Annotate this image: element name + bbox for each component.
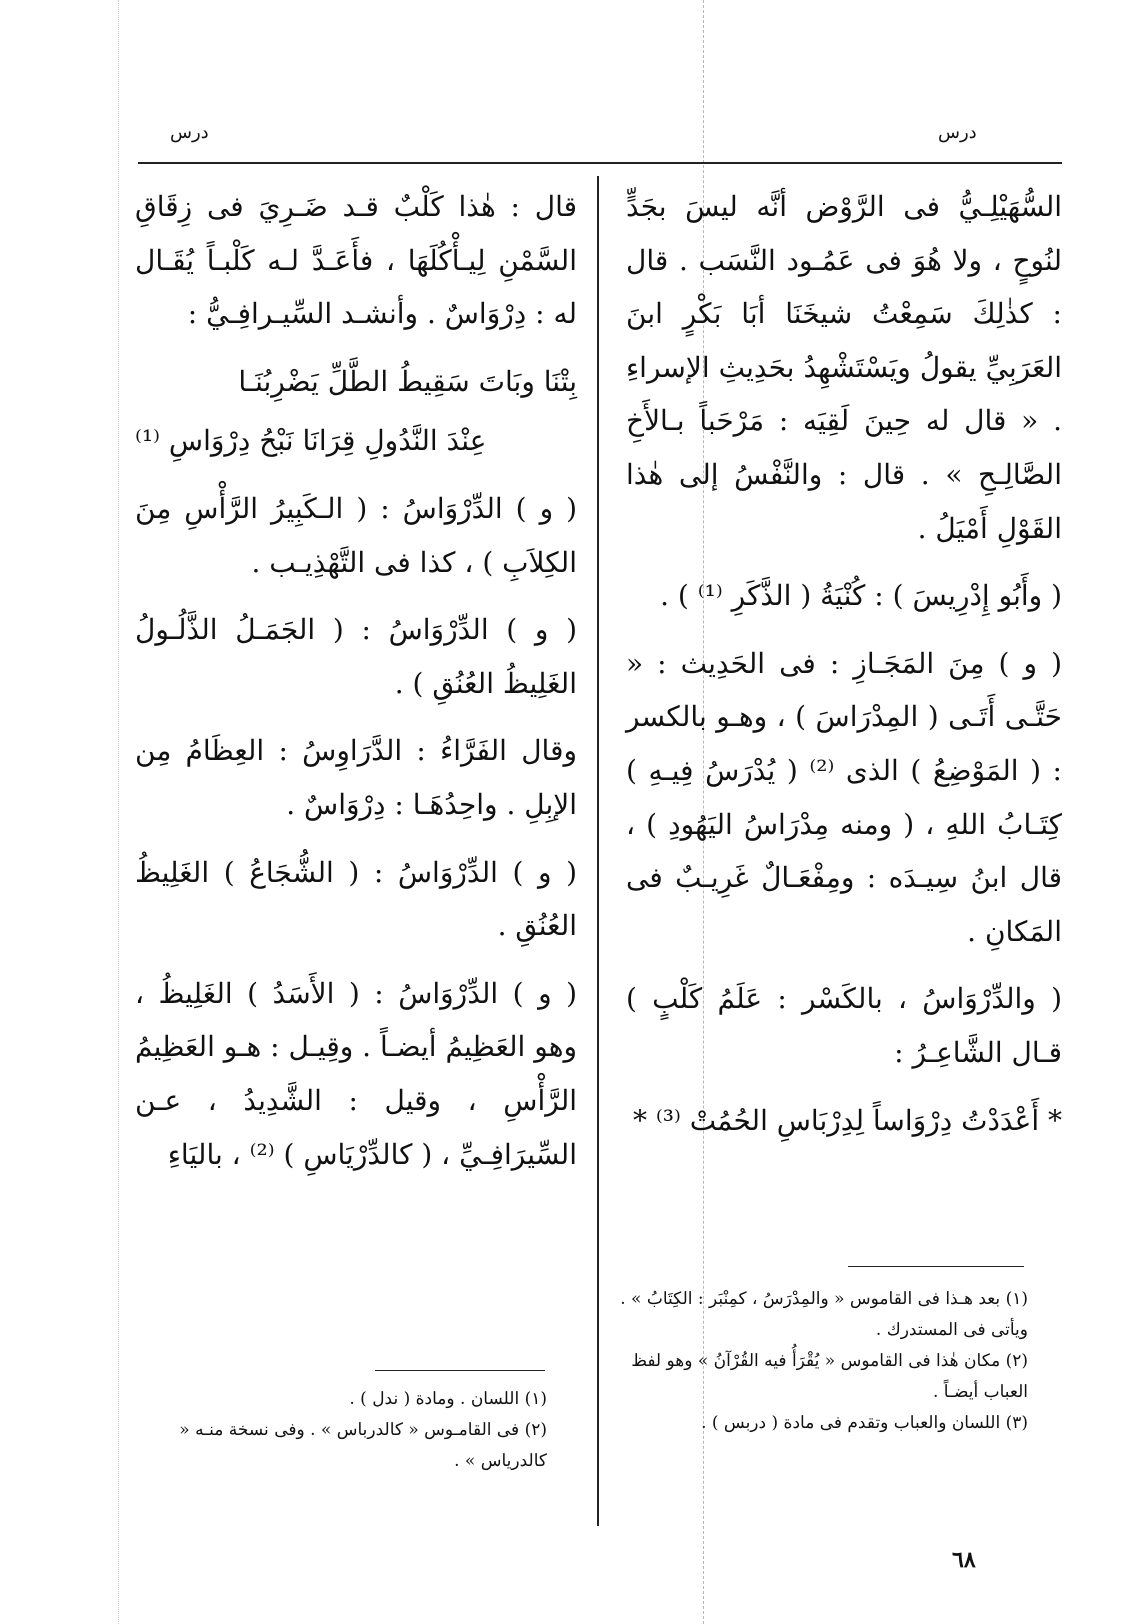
running-header-left: درس	[170, 122, 209, 143]
paragraph: ( وأَبُو إِدْرِيسَ ) : كُنْيَةُ ( الذَّكَرِ ⁽¹⁾ ) .	[660, 579, 1062, 613]
paragraph: ( والدِّرْوَاسُ ، بالكَسْر : عَلَمُ كَلْبٍ ) قـال الشَّاعِـرُ :	[626, 982, 1062, 1069]
verse-line: بِتْنَا وبَاتَ سَقِيطُ الطَّلِّ يَضْرِبُنَـا	[238, 364, 577, 398]
footnote: (٢) مكان هٰذا فى القاموس « يُقْرَأُ فيه القُرْآنُ » وهو لفظ العباب أيضـاً .	[631, 1351, 1028, 1402]
footnotes-left	[135, 1384, 547, 1477]
verse-line: عِنْدَ النَّدُولِ قِرَانَا نَبْحُ دِرْوَاسِ ⁽¹⁾	[135, 424, 487, 458]
footnote-rule-right	[848, 1266, 1024, 1267]
page-number: ٦٨	[952, 1547, 976, 1573]
footnote: (١) اللسان . ومادة ( ندل ) .	[349, 1389, 547, 1409]
verse-line: * أَعْدَدْتُ دِرْوَاساً لِدِرْبَاسِ الحُمُتْ ⁽³⁾ *	[632, 1103, 1062, 1137]
footnote: (٣) اللسان والعباب وتقدم فى مادة ( دربس ) .	[701, 1413, 1028, 1433]
paragraph: ( و ) مِنَ المَجَـازِ : فى الحَدِيث : « حَتَّـى أَتَـى ( المِدْرَاسَ ) ، وهـو بالكسر : ( المَوْضِعُ ) الذى ⁽²⁾ ( يُدْرَسُ فِيـهِ ) كِتَـابُ اللهِ ، ( ومنه مِدْرَاسُ اليَهُودِ ) ، قال ابنُ سِيـدَه : ومِفْعَـالٌ غَرِيـبٌ فى المَكانِ .	[626, 646, 1063, 948]
paragraph: ( و ) الدِّرْوَاسُ : ( الجَمَـلُ الذَّلُـولُ الغَلِيظُ العُنُقِ ) .	[135, 613, 577, 700]
footnote: (٢) فى القامـوس « كالدرباس » . وفى نسخة منـه « كالدرياس » .	[179, 1420, 547, 1471]
footnote: (١) بعد هـذا فى القاموس « والمِدْرَسُ ، كمِنْبَر : الكِتَابُ » . ويأتى فى المستدرك .	[620, 1289, 1028, 1340]
paragraph: ( و ) الدِّرْوَاسُ : ( الشُّجَاعُ ) الغَلِيظُ العُنُقِ .	[135, 855, 577, 943]
column-divider	[597, 176, 599, 1526]
footnote-rule-left	[375, 1370, 545, 1371]
paragraph: ( و ) الدِّرْوَاسُ : ( الأَسَدُ ) الغَلِيظُ ، وهو العَظِيمُ أيضـاً . وقِيـل : هـو العَظِيمُ الرَّأْسِ ، وقيل : الشَّدِيدُ ، عـن السِّيرَافِـيِّ ، ( كالدِّرْيَاسِ ) ⁽²⁾ ، باليَاءِ	[135, 976, 577, 1171]
paragraph: قال : هٰذا كَلْبٌ قـد ضَـرِيَ فى زِقَاقِ السَّمْنِ لِيـأْكُلَهَا ، فأَعَـدَّ لـه كَلْبـاً يُقَـال له : دِرْوَاسٌ . وأنشـد السِّيـرافِـيُّ :	[135, 190, 577, 331]
scan-edge-line	[118, 0, 119, 1624]
paragraph: وقال الفَرَّاءُ : الدَّرَاوِسُ : العِظَامُ مِن الإبِلِ . واحِدُهَـا : دِرْوَاسٌ .	[135, 734, 577, 821]
paragraph: ( و ) الدِّرْوَاسُ : ( الـكَبِيرُ الرَّأْسِ مِنَ الكِلاَبِ ) ، كذا فى التَّهْذِيـب .	[135, 491, 577, 579]
header-rule	[138, 162, 1062, 164]
running-header-right: درس	[938, 122, 977, 143]
right-column	[626, 180, 1062, 1153]
left-column	[135, 180, 577, 1195]
paragraph: السُّهَيْلِـيُّ فى الرَّوْض أنَّه ليسَ بجَدٍّ لنُوحٍ ، ولا هُوَ فى عَمُـود النَّسَب . قال : كذٰلِكَ سَمِعْتُ شيخَنَا أبَا بَكْرٍ ابنَ العَرَبِيِّ يقولُ ويَسْتَشْهِدُ بحَدِيثِ الإسراءِ . « قال له حِينَ لَقِيَه : مَرْحَباً بـالأَخِ الصَّالِـحِ » . قال : والنَّفْسُ إلى هٰذا القَوْلِ أَمْيَلُ .	[626, 190, 1062, 545]
footnotes-right	[610, 1284, 1028, 1439]
